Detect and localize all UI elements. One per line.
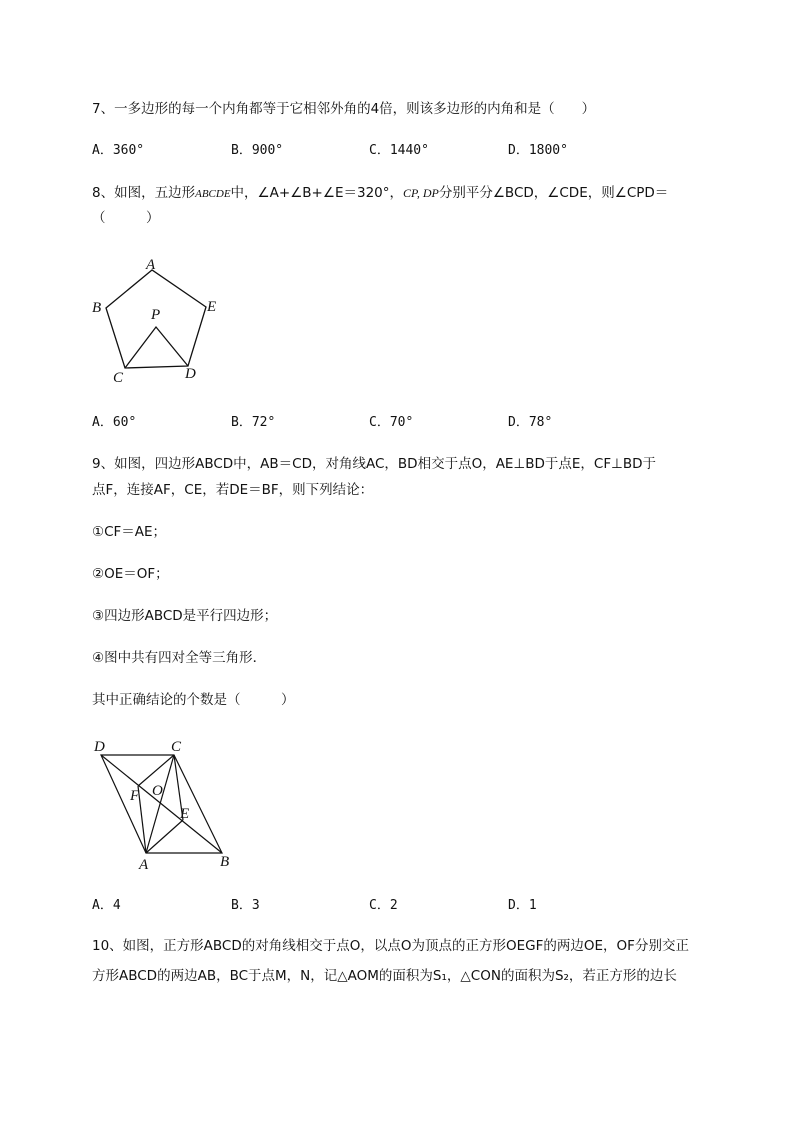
q7-option-a[interactable]: A．360° [92, 143, 145, 158]
q8-option-b[interactable]: B．72° [231, 415, 276, 430]
q8-stem-part-a: 8、如图，五边形 [92, 185, 196, 201]
q9-conclusion-1: ①CF＝AE； [92, 524, 167, 540]
segment-cf [138, 755, 174, 786]
q7-option-c[interactable]: C．1440° [369, 143, 429, 158]
label-c: C [113, 370, 124, 386]
label-e: E [207, 299, 217, 315]
q9-conclusion-2: ②OE＝OF； [92, 566, 169, 582]
diagonal-ac [146, 755, 174, 853]
q9-option-d[interactable]: D．1 [508, 898, 537, 913]
label-d: D [185, 366, 196, 382]
q8-option-d[interactable]: D．78° [508, 415, 553, 430]
label-c: C [171, 739, 182, 755]
q7-option-d[interactable]: D．1800° [508, 143, 568, 158]
label-a: A [146, 257, 156, 273]
q7-option-b[interactable]: B．900° [231, 143, 284, 158]
label-p: P [151, 307, 161, 323]
diagonal-bd [101, 755, 222, 853]
q8-stem [92, 183, 668, 204]
q8-option-a[interactable]: A．60° [92, 415, 137, 430]
label-e: E [180, 806, 190, 822]
label-b: B [92, 300, 102, 316]
q9-option-a[interactable]: A．4 [92, 898, 121, 913]
label-f: F [130, 788, 140, 804]
label-a: A [139, 857, 149, 870]
q7-stem: 7、一多边形的每一个内角都等于它相邻外角的4倍，则该多边形的内角和是（ ） [92, 101, 596, 117]
q9-conclusion-4: ④图中共有四对全等三角形． [92, 650, 267, 666]
label-o: O [152, 783, 163, 799]
q9-stem-line1: 9、如图，四边形ABCD中，AB＝CD，对角线AC，BD相交于点O，AE⊥BD于点E，CF⊥BD于 [92, 456, 657, 472]
q9-conclusion-3: ③四边形ABCD是平行四边形； [92, 608, 278, 624]
q8-pentagon-figure [88, 252, 228, 392]
label-b: B [220, 854, 230, 870]
label-d: D [94, 739, 105, 755]
segment-ae [146, 820, 183, 853]
q9-question: 其中正确结论的个数是（ ） [92, 692, 295, 708]
q8-option-c[interactable]: C．70° [369, 415, 414, 430]
q8-stem-part-d: CP, DP [403, 186, 439, 200]
q8-stem-line2: （ ） [92, 210, 160, 226]
q8-stem-part-c: 中，∠A+∠B+∠E＝320°， [230, 185, 404, 201]
q9-option-b[interactable]: B．3 [231, 898, 260, 913]
q10-stem-line1: 10、如图，正方形ABCD的对角线相交于点O，以点O为顶点的正方形OEGF的两边OE，OF分别交正 [92, 938, 689, 954]
q9-option-c[interactable]: C．2 [369, 898, 398, 913]
q10-stem-line2: 方形ABCD的两边AB，BC于点M，N，记△AOM的面积为S₁，△CON的面积为S₂，若正方形的边长 [92, 968, 677, 984]
q9-stem-line2: 点F，连接AF，CE，若DE＝BF，则下列结论： [92, 482, 374, 498]
q8-stem-part-b: ABCDE [195, 188, 231, 200]
q8-stem-part-e: 分别平分∠BCD，∠CDE，则∠CPD＝ [438, 185, 669, 201]
q9-parallelogram-figure [88, 735, 248, 870]
triangle-cpd [125, 327, 188, 368]
